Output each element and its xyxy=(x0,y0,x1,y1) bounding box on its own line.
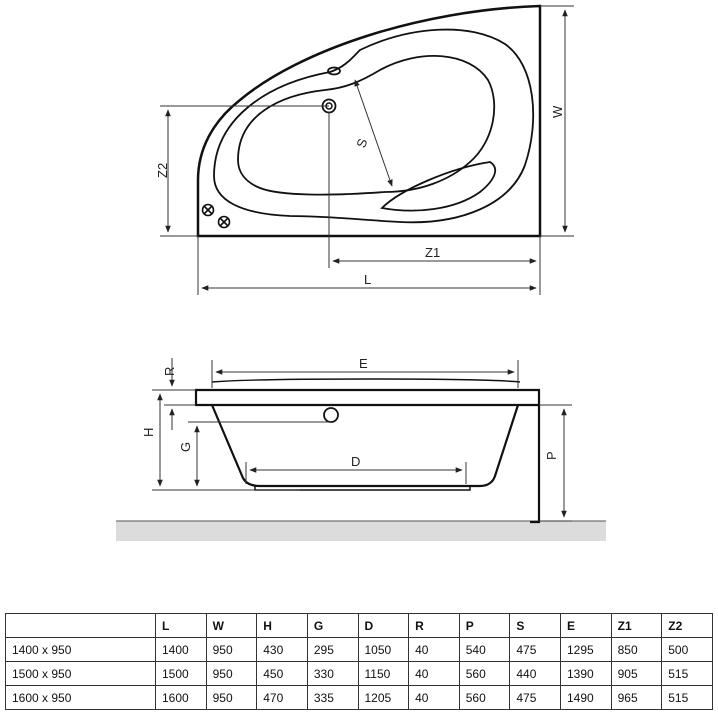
table-header-cell: G xyxy=(307,614,358,638)
label-z1: Z1 xyxy=(425,245,441,260)
label-r: R xyxy=(162,366,177,376)
label-g: G xyxy=(178,441,193,452)
table-cell: 950 xyxy=(206,638,257,662)
table-cell: 1205 xyxy=(358,686,409,710)
table-header-cell: W xyxy=(206,614,257,638)
table-header-cell: L xyxy=(156,614,207,638)
table-header-cell: Z1 xyxy=(611,614,662,638)
table-cell: 1295 xyxy=(561,638,612,662)
bathtub-basin xyxy=(238,56,494,195)
table-cell: 1600 xyxy=(156,686,207,710)
table-cell: 475 xyxy=(510,686,561,710)
table-cell: 40 xyxy=(409,662,460,686)
label-z2: Z2 xyxy=(155,162,170,178)
table-cell: 540 xyxy=(459,638,510,662)
table-header-cell: D xyxy=(358,614,409,638)
table-cell: 295 xyxy=(307,638,358,662)
label-w: W xyxy=(550,105,565,118)
table-cell: 1500 x 950 xyxy=(6,662,156,686)
bathtub-seat xyxy=(382,162,495,211)
table-cell: 515 xyxy=(662,662,713,686)
table-cell: 430 xyxy=(257,638,308,662)
table-cell: 330 xyxy=(307,662,358,686)
table-cell: 1600 x 950 xyxy=(6,686,156,710)
table-cell: 950 xyxy=(206,686,257,710)
table-cell: 965 xyxy=(611,686,662,710)
table-header-cell: P xyxy=(459,614,510,638)
table-cell: 560 xyxy=(459,686,510,710)
overflow-side-icon xyxy=(324,408,338,422)
table-cell: 1490 xyxy=(561,686,612,710)
table-header-cell: S xyxy=(510,614,561,638)
bathtub-body xyxy=(212,405,518,486)
front-panel xyxy=(530,405,539,522)
table-cell: 905 xyxy=(611,662,662,686)
side-view-bathtub xyxy=(196,379,539,522)
label-h: H xyxy=(141,427,156,437)
table-cell: 950 xyxy=(206,662,257,686)
table-header-cell xyxy=(6,614,156,638)
dimension-s-line xyxy=(355,80,392,186)
table-cell: 560 xyxy=(459,662,510,686)
table-row xyxy=(6,662,713,686)
bathtub-rim xyxy=(196,390,539,405)
table-cell: 470 xyxy=(257,686,308,710)
table-cell: 475 xyxy=(510,638,561,662)
table-cell: 1400 x 950 xyxy=(6,638,156,662)
table-header-cell: R xyxy=(409,614,460,638)
label-p: P xyxy=(544,451,559,460)
table-cell: 40 xyxy=(409,638,460,662)
table-cell: 1390 xyxy=(561,662,612,686)
tap-hole-icon xyxy=(203,205,230,228)
table-cell: 1500 xyxy=(156,662,207,686)
table-header-cell: Z2 xyxy=(662,614,713,638)
table-cell: 40 xyxy=(409,686,460,710)
table-cell: 335 xyxy=(307,686,358,710)
table-header-row xyxy=(6,614,713,638)
table-header-cell: H xyxy=(257,614,308,638)
label-s: S xyxy=(353,136,371,150)
table-cell: 1400 xyxy=(156,638,207,662)
table-row xyxy=(6,686,713,710)
table-header-cell: E xyxy=(561,614,612,638)
floor xyxy=(116,521,606,541)
label-l: L xyxy=(364,272,372,287)
label-d: D xyxy=(351,454,361,469)
table-cell: 450 xyxy=(257,662,308,686)
label-e: E xyxy=(359,356,368,371)
table-cell: 850 xyxy=(611,638,662,662)
specifications-table xyxy=(5,613,713,710)
table-row xyxy=(6,638,713,662)
table-cell: 440 xyxy=(510,662,561,686)
table-cell: 1150 xyxy=(358,662,409,686)
table-cell: 500 xyxy=(662,638,713,662)
table-cell: 1050 xyxy=(358,638,409,662)
table-cell: 515 xyxy=(662,686,713,710)
